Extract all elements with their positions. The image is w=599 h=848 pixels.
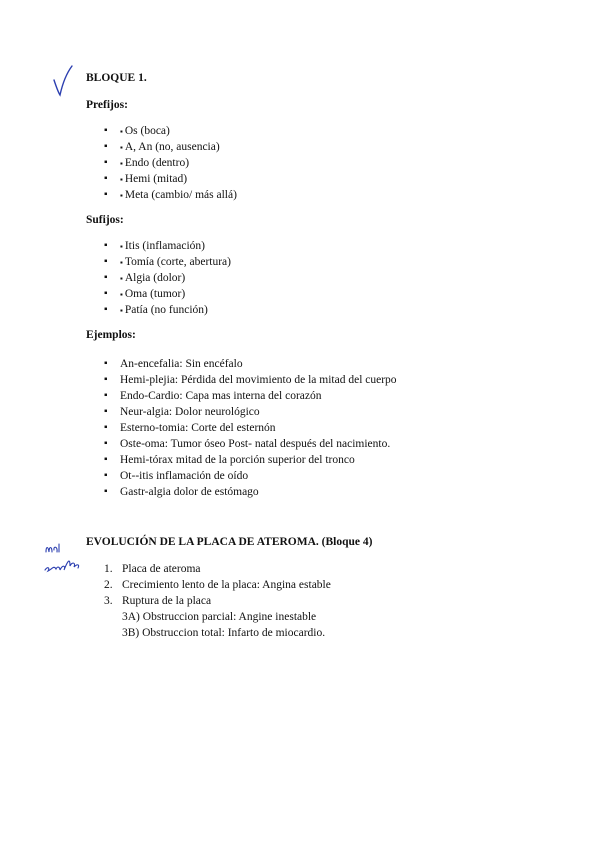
sub-step-3b: 3B) Obstruccion total: Infarto de miocardio. [122,627,326,639]
evolucion-title: EVOLUCIÓN DE LA PLACA DE ATEROMA. (Bloque 4) [86,536,373,548]
ejemplos-list [104,356,397,500]
list-item: ▪ Esterno-tomia: Corte del esternón [104,420,397,436]
list-item: ▪ An-encefalia: Sin encéfalo [104,356,397,372]
list-item: ▪ ▪ A, An (no, ausencia) [104,139,237,155]
list-item: ▪ ▪ Endo (dentro) [104,155,237,171]
list-item: ▪ Endo-Cardio: Capa mas interna del corazón [104,388,397,404]
sub-step-3a: 3A) Obstruccion parcial: Angine inestable [122,611,317,623]
sufijos-list [104,238,231,318]
handwritten-checkmark [52,64,74,98]
step-item: 2. Crecimiento lento de la placa: Angina estable [104,579,331,591]
list-item: ▪ Hemi-plejia: Pérdida del movimiento de la mitad del cuerpo [104,372,397,388]
list-item: ▪ ▪ Meta (cambio/ más allá) [104,187,237,203]
list-item: ▪ Ot--itis inflamación de oído [104,468,397,484]
list-item: ▪ ▪ Tomía (corte, abertura) [104,254,231,270]
prefijos-list [104,123,237,203]
list-item: ▪ ▪ Os (boca) [104,123,237,139]
bloque1-title: BLOQUE 1. [86,72,147,84]
step-item: 1. Placa de ateroma [104,563,201,575]
handwritten-margin-note [40,540,84,580]
list-item: ▪ ▪ Patía (no función) [104,302,231,318]
list-item: ▪ ▪ Algia (dolor) [104,270,231,286]
list-item: ▪ Hemi-tórax mitad de la porción superior del tronco [104,452,397,468]
list-item: ▪ ▪ Itis (inflamación) [104,238,231,254]
ejemplos-title: Ejemplos: [86,329,136,341]
evolucion-steps [104,561,331,609]
list-item: ▪ Oste-oma: Tumor óseo Post- natal después del nacimiento. [104,436,397,452]
list-item: ▪ ▪ Hemi (mitad) [104,171,237,187]
prefijos-title: Prefijos: [86,99,128,111]
list-item: ▪ Neur-algia: Dolor neurológico [104,404,397,420]
list-item: ▪ ▪ Oma (tumor) [104,286,231,302]
sufijos-title: Sufijos: [86,214,124,226]
list-item: ▪ Gastr-algia dolor de estómago [104,484,397,500]
step-item: 3. Ruptura de la placa [104,595,212,607]
